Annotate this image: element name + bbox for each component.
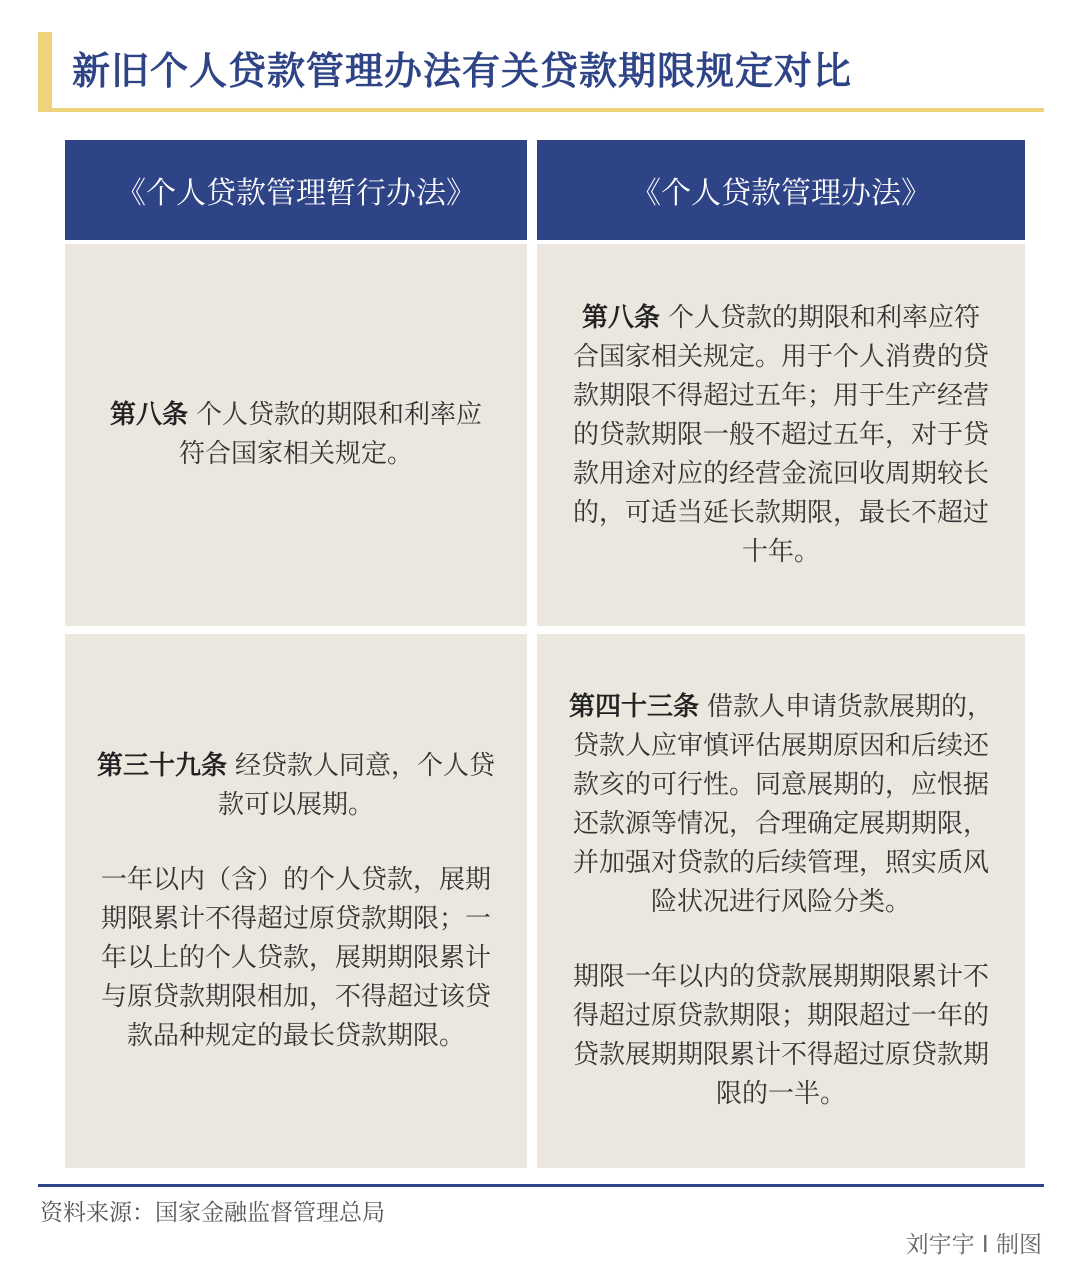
- title-bar: [38, 32, 1044, 112]
- page-title: 新旧个人贷款管理办法有关贷款期限规定对比: [72, 49, 853, 93]
- source-note: 资料来源：国家金融监督管理总局: [40, 1200, 385, 1226]
- column-header-new: 《个人贷款管理办法》: [537, 140, 1025, 240]
- article-text: 个人贷款的期限和利率应符合国家相关规定。: [178, 400, 483, 469]
- article-text: 经贷款人同意，个人贷款可以展期。: [217, 750, 496, 820]
- old-article-8-paragraph: [105, 396, 487, 474]
- old-article-39-detail: 一年以内（含）的个人贷款，展期期限累计不得超过原贷款期限；一年以上的个人贷款，展期期限累计与原贷款期限相加，不得超过该贷款品种规定的最长贷款期限。: [100, 864, 491, 1051]
- old-article-39-paragraph: [89, 747, 503, 825]
- cell-new-article-8: [537, 244, 1025, 626]
- new-article-43-paragraph: [567, 688, 995, 922]
- article-label: 第八条: [109, 400, 188, 430]
- source-divider: [38, 1184, 1044, 1187]
- article-label: 第三十九条: [96, 750, 227, 781]
- new-article-43-detail: 期限一年以内的贷款展期期限累计不得超过原贷款期限；期限超过一年的贷款展期期限累计不得超过原贷款期限的一半。: [572, 962, 989, 1109]
- column-header-old: 《个人贷款管理暂行办法》: [65, 140, 527, 240]
- cell-old-article-39: [65, 634, 527, 1168]
- article-text: 个人贷款的期限和利率应符合国家相关规定。用于个人消费的贷款期限不得超过五年；用于生产经营的贷款期限一般不超过五年，对于贷款用途对应的经营金流回收周期较长的，可适当延长款期限，最长不超过十年。: [572, 302, 989, 567]
- article-label: 第四十三条: [568, 692, 699, 722]
- article-text: 借款人申请货款展期的，贷款人应审慎评估展期原因和后续还款亥的可行性。同意展期的，应恨据还款源等情况，合理确定展期期限，并加强对贷款的后续管理，照实质风险状况进行风险分类。: [572, 692, 994, 917]
- article-label: 第八条: [581, 302, 660, 333]
- cell-old-article-8: [65, 244, 527, 626]
- cell-new-article-43: [537, 634, 1025, 1168]
- graphic-credit: 刘宇宇 I 制图: [905, 1232, 1042, 1258]
- new-article-8-paragraph: [571, 299, 991, 572]
